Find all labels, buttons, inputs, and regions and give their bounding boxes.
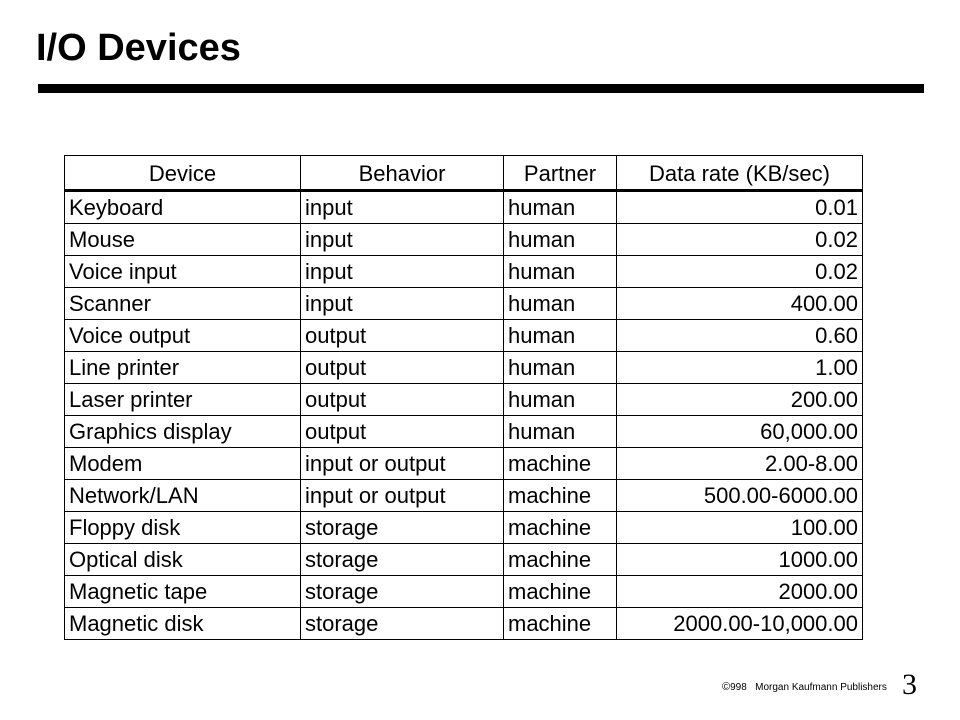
cell-data-rate: 0.02 [617, 224, 863, 256]
cell-partner: human [504, 256, 617, 288]
table-body [65, 191, 863, 640]
table-row [65, 512, 863, 544]
cell-device: Floppy disk [65, 512, 301, 544]
table-row [65, 576, 863, 608]
cell-behavior: input [301, 224, 504, 256]
cell-device: Keyboard [65, 191, 301, 224]
cell-partner: human [504, 224, 617, 256]
cell-behavior: output [301, 384, 504, 416]
footer-copyright [722, 681, 887, 693]
table-row [65, 384, 863, 416]
cell-device: Graphics display [65, 416, 301, 448]
cell-behavior: output [301, 352, 504, 384]
cell-partner: machine [504, 480, 617, 512]
cell-behavior: storage [301, 576, 504, 608]
cell-behavior: storage [301, 608, 504, 640]
cell-data-rate: 500.00-6000.00 [617, 480, 863, 512]
cell-behavior: storage [301, 544, 504, 576]
cell-partner: human [504, 416, 617, 448]
slide-title: I/O Devices [36, 27, 241, 69]
cell-partner: machine [504, 448, 617, 480]
cell-data-rate: 0.02 [617, 256, 863, 288]
cell-behavior: input or output [301, 448, 504, 480]
cell-behavior: input [301, 288, 504, 320]
cell-behavior: input [301, 191, 504, 224]
header-behavior: Behavior [301, 156, 504, 191]
cell-data-rate: 0.01 [617, 191, 863, 224]
table-row [65, 448, 863, 480]
cell-partner: human [504, 288, 617, 320]
page-number: 3 [902, 668, 917, 701]
table-row [65, 608, 863, 640]
table-row [65, 352, 863, 384]
cell-data-rate: 100.00 [617, 512, 863, 544]
cell-data-rate: 1000.00 [617, 544, 863, 576]
cell-data-rate: 2.00-8.00 [617, 448, 863, 480]
cell-data-rate: 0.60 [617, 320, 863, 352]
cell-device: Laser printer [65, 384, 301, 416]
cell-device: Mouse [65, 224, 301, 256]
cell-behavior: input or output [301, 480, 504, 512]
table-row [65, 416, 863, 448]
header-device: Device [65, 156, 301, 191]
copyright-symbol: © [722, 681, 731, 693]
cell-data-rate: 200.00 [617, 384, 863, 416]
cell-partner: machine [504, 544, 617, 576]
copyright-year: 998 [730, 682, 747, 693]
publisher-name: Morgan Kaufmann Publishers [755, 682, 887, 693]
cell-device: Magnetic disk [65, 608, 301, 640]
table-row [65, 544, 863, 576]
cell-behavior: output [301, 416, 504, 448]
table-row [65, 256, 863, 288]
cell-partner: human [504, 352, 617, 384]
cell-partner: human [504, 384, 617, 416]
cell-data-rate: 400.00 [617, 288, 863, 320]
table-row [65, 480, 863, 512]
table-row [65, 191, 863, 224]
cell-device: Line printer [65, 352, 301, 384]
cell-partner: machine [504, 512, 617, 544]
cell-device: Optical disk [65, 544, 301, 576]
io-devices-table [64, 155, 863, 640]
table-header-row [65, 156, 863, 191]
cell-device: Magnetic tape [65, 576, 301, 608]
cell-data-rate: 1.00 [617, 352, 863, 384]
table-row [65, 288, 863, 320]
title-underline-rule [38, 84, 924, 93]
cell-partner: machine [504, 576, 617, 608]
cell-data-rate: 60,000.00 [617, 416, 863, 448]
table-row [65, 320, 863, 352]
cell-device: Modem [65, 448, 301, 480]
header-partner: Partner [504, 156, 617, 191]
cell-data-rate: 2000.00 [617, 576, 863, 608]
cell-behavior: storage [301, 512, 504, 544]
table-row [65, 224, 863, 256]
cell-device: Voice output [65, 320, 301, 352]
cell-partner: machine [504, 608, 617, 640]
cell-device: Scanner [65, 288, 301, 320]
cell-behavior: output [301, 320, 504, 352]
cell-device: Network/LAN [65, 480, 301, 512]
cell-partner: human [504, 191, 617, 224]
cell-partner: human [504, 320, 617, 352]
cell-data-rate: 2000.00-10,000.00 [617, 608, 863, 640]
cell-device: Voice input [65, 256, 301, 288]
table-header [65, 156, 863, 191]
header-data-rate: Data rate (KB/sec) [617, 156, 863, 191]
cell-behavior: input [301, 256, 504, 288]
